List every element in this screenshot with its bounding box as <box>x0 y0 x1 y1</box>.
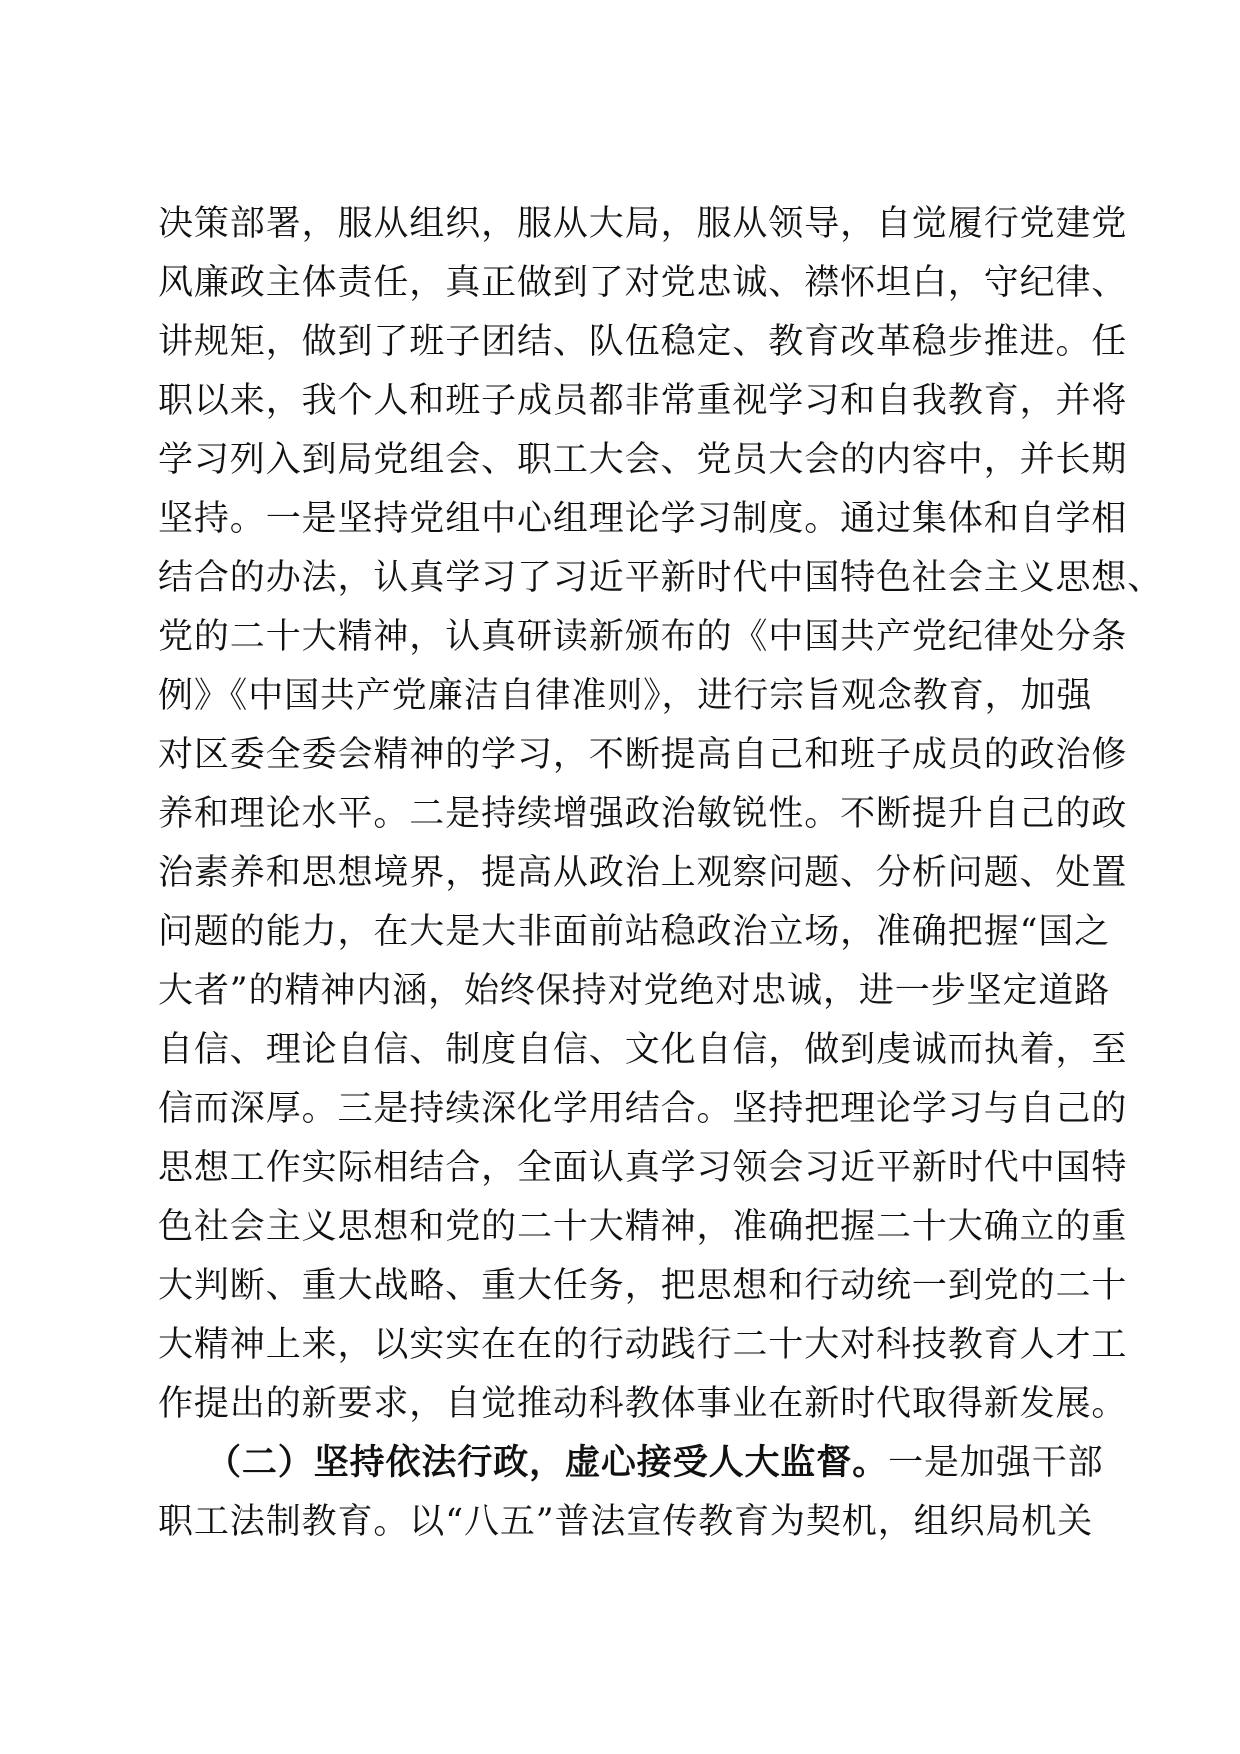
section-two-line-2: 职工法制教育。以“八五”普法宣传教育为契机，组织局机关 <box>158 1502 1094 1542</box>
paragraph-line-12: 治素养和思想境界，提高从政治上观察问题、分析问题、处置 <box>158 853 1128 893</box>
section-two-text-start: 一是加强干部 <box>888 1443 1104 1483</box>
paragraph-line-14: 大者”的精神内涵，始终保持对党绝对忠诚，进一步坚定道路 <box>158 971 1111 1011</box>
paragraph-line-17: 思想工作实际相结合，全面认真学习领会习近平新时代中国特 <box>158 1148 1128 1188</box>
section-two-heading: （二）坚持依法行政，虚心接受人大监督。 <box>206 1443 889 1483</box>
paragraph-line-1: 决策部署，服从组织，服从大局，服从领导，自觉履行党建党 <box>158 204 1128 244</box>
paragraph-line-19: 大判断、重大战略、重大任务，把思想和行动统一到党的二十 <box>158 1266 1128 1306</box>
paragraph-line-3: 讲规矩，做到了班子团结、队伍稳定、教育改革稳步推进。任 <box>158 322 1128 362</box>
paragraph-line-16: 信而深厚。三是持续深化学用结合。坚持把理论学习与自己的 <box>158 1089 1128 1129</box>
paragraph-line-7: 结合的办法，认真学习了习近平新时代中国特色社会主义思想、 <box>158 558 1164 598</box>
paragraph-line-10: 对区委全委会精神的学习，不断提高自己和班子成员的政治修 <box>158 735 1128 775</box>
paragraph-line-11: 养和理论水平。二是持续增强政治敏锐性。不断提升自己的政 <box>158 794 1128 834</box>
paragraph-line-13: 问题的能力，在大是大非面前站稳政治立场，准确把握“国之 <box>158 912 1111 952</box>
paragraph-line-5: 学习列入到局党组会、职工大会、党员大会的内容中，并长期 <box>158 440 1128 480</box>
paragraph-line-18: 色社会主义思想和党的二十大精神，准确把握二十大确立的重 <box>158 1207 1128 1247</box>
paragraph-line-4: 职以来，我个人和班子成员都非常重视学习和自我教育，并将 <box>158 381 1128 421</box>
paragraph-line-21: 作提出的新要求，自觉推动科教体事业在新时代取得新发展。 <box>158 1384 1128 1424</box>
paragraph-line-6: 坚持。一是坚持党组中心组理论学习制度。通过集体和自学相 <box>158 499 1128 539</box>
paragraph-line-2: 风廉政主体责任，真正做到了对党忠诚、襟怀坦白，守纪律、 <box>158 263 1128 303</box>
paragraph-line-9: 例》《中国共产党廉洁自律准则》，进行宗旨观念教育，加强 <box>158 676 1093 716</box>
paragraph-line-8: 党的二十大精神，认真研读新颁布的《中国共产党纪律处分条 <box>158 617 1128 657</box>
section-two-first-line <box>158 1434 1104 1493</box>
paragraph-line-15: 自信、理论自信、制度自信、文化自信，做到虔诚而执着，至 <box>158 1030 1128 1070</box>
paragraph-line-20: 大精神上来，以实实在在的行动践行二十大对科技教育人才工 <box>158 1325 1128 1365</box>
body-text <box>158 195 1164 1552</box>
